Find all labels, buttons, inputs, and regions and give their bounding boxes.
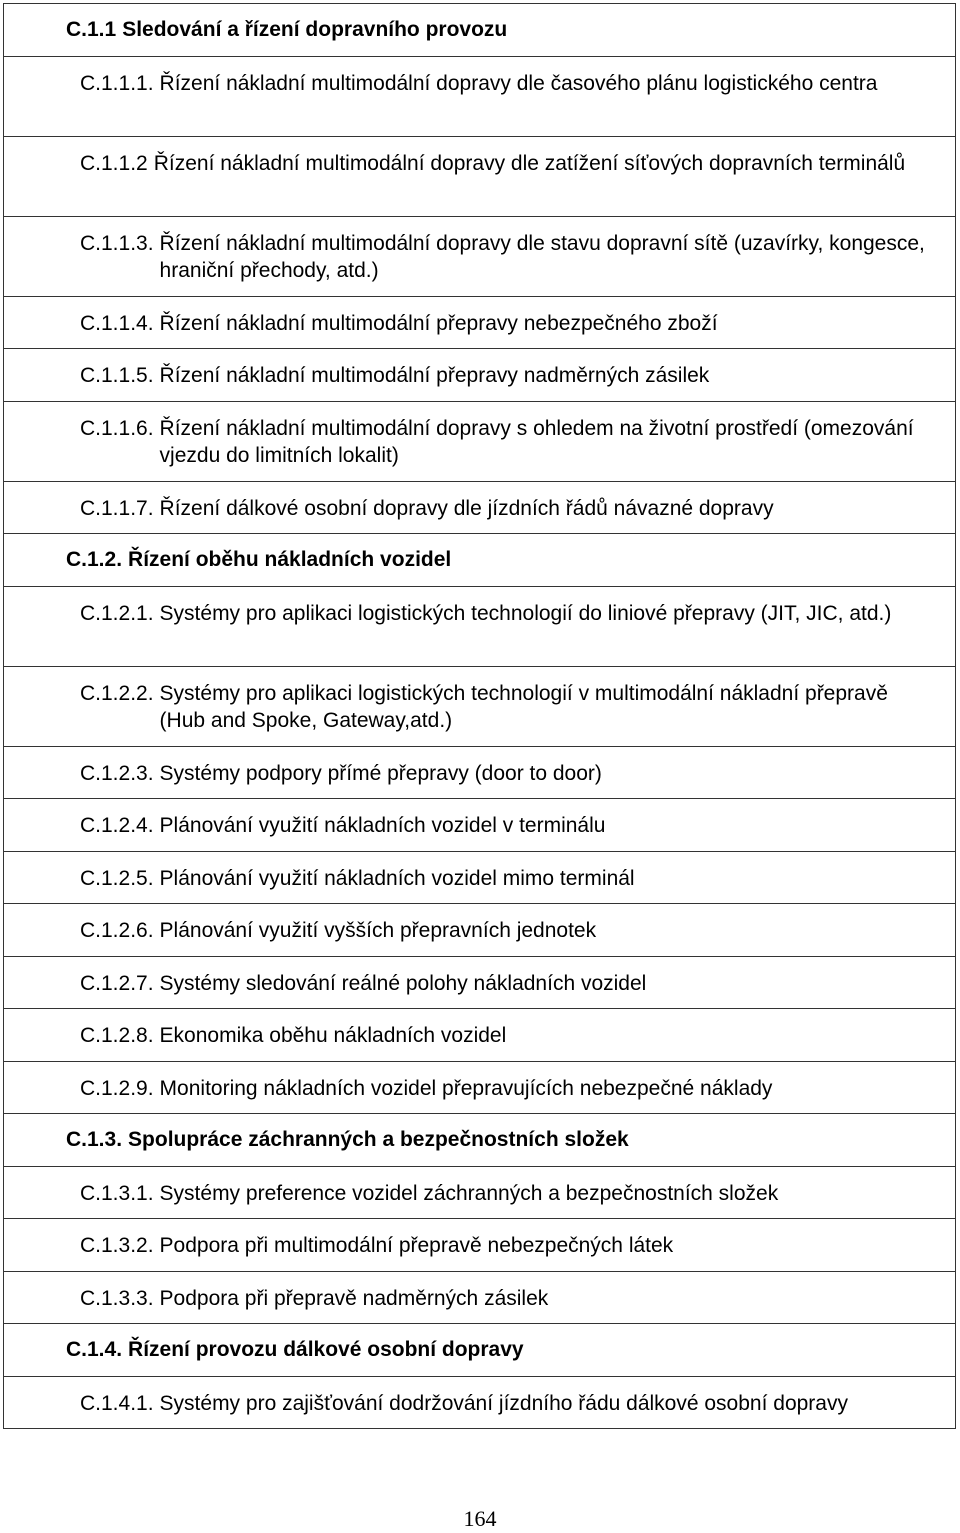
subsection-row bbox=[4, 852, 955, 905]
section-title: Plánování využití nákladních vozidel mimo terminál bbox=[159, 866, 635, 890]
section-code: C.1.3.2. bbox=[80, 1234, 154, 1257]
section-title: Systémy pro zajišťování dodržování jízdního řádu dálkové osobní dopravy bbox=[159, 1391, 848, 1415]
section-code: C.1.2.2. bbox=[80, 681, 154, 705]
section-title: Plánování využití vyšších přepravních jednotek bbox=[159, 919, 597, 942]
subsection-row bbox=[4, 1009, 955, 1062]
section-code: C.1.3.3. bbox=[80, 1286, 154, 1310]
subsection-row bbox=[4, 1272, 955, 1325]
section-title: Spolupráce záchranných a bezpečnostních složek bbox=[128, 1128, 629, 1151]
section-title: Monitoring nákladních vozidel přepravujících nebezpečné náklady bbox=[159, 1076, 773, 1100]
section-code: C.1.1.3. bbox=[80, 231, 154, 255]
section-code: C.1.2.4. bbox=[80, 814, 154, 837]
section-title: Plánování využití nákladních vozidel v terminálu bbox=[159, 814, 606, 837]
section-title: Sledování a řízení dopravního provozu bbox=[122, 18, 508, 41]
section-title: Systémy podpory přímé přepravy (door to door) bbox=[159, 761, 602, 785]
section-title: Ekonomika oběhu nákladních vozidel bbox=[159, 1024, 507, 1047]
section-title: Řízení provozu dálkové osobní dopravy bbox=[128, 1338, 524, 1361]
section-title: Řízení nákladní multimodální dopravy dle stavu dopravní sítě (uzavírky, kongesce, hraniční přechody, atd.) bbox=[159, 231, 925, 282]
section-heading-row bbox=[4, 4, 955, 57]
section-title: Řízení nákladní multimodální dopravy s ohledem na životní prostředí (omezování vjezdu do limitních lokalit) bbox=[159, 416, 914, 467]
subsection-row bbox=[4, 297, 955, 350]
section-code: C.1.1.2 bbox=[80, 151, 148, 175]
section-code: C.1.1.1. bbox=[80, 71, 154, 95]
section-code: C.1.4. bbox=[66, 1338, 123, 1361]
subsection-row bbox=[4, 1219, 955, 1272]
subsection-row bbox=[4, 482, 955, 535]
section-code: C.1.2. bbox=[66, 548, 123, 571]
page-number: 164 bbox=[463, 1506, 497, 1531]
subsection-row bbox=[4, 799, 955, 852]
subsection-row bbox=[4, 587, 955, 667]
section-title: Řízení nákladní multimodální přepravy nebezpečného zboží bbox=[159, 311, 718, 335]
subsection-row bbox=[4, 349, 955, 402]
section-title: Podpora při přepravě nadměrných zásilek bbox=[159, 1286, 549, 1310]
toc-table bbox=[3, 3, 956, 1429]
section-code: C.1.2.6. bbox=[80, 919, 154, 942]
subsection-row bbox=[4, 1062, 955, 1115]
section-title: Systémy sledování reálné polohy nákladních vozidel bbox=[159, 971, 647, 995]
section-title: Podpora při multimodální přepravě nebezpečných látek bbox=[159, 1234, 674, 1257]
section-code: C.1.2.1. bbox=[80, 601, 154, 625]
section-heading-row bbox=[4, 1324, 955, 1377]
section-code: C.1.1.7. bbox=[80, 496, 154, 520]
subsection-row bbox=[4, 217, 955, 297]
section-code: C.1.2.8. bbox=[80, 1024, 154, 1047]
section-code: C.1.3.1. bbox=[80, 1181, 154, 1205]
section-title: Systémy pro aplikaci logistických technologií do liniové přepravy (JIT, JIC, atd.) bbox=[159, 601, 892, 625]
section-code: C.1.1 bbox=[66, 18, 117, 41]
subsection-row bbox=[4, 137, 955, 217]
section-code: C.1.3. bbox=[66, 1128, 123, 1151]
subsection-row bbox=[4, 57, 955, 137]
section-heading-row bbox=[4, 534, 955, 587]
subsection-row bbox=[4, 904, 955, 957]
section-code: C.1.1.6. bbox=[80, 416, 154, 440]
section-title: Řízení oběhu nákladních vozidel bbox=[128, 548, 452, 571]
section-code: C.1.2.3. bbox=[80, 761, 154, 785]
section-code: C.1.2.9. bbox=[80, 1076, 154, 1100]
subsection-row bbox=[4, 667, 955, 747]
subsection-row bbox=[4, 1167, 955, 1220]
section-code: C.1.1.4. bbox=[80, 311, 154, 335]
section-code: C.1.4.1. bbox=[80, 1391, 154, 1415]
section-title: Řízení nákladní multimodální dopravy dle zatížení síťových dopravních terminálů bbox=[153, 151, 906, 175]
section-code: C.1.1.5. bbox=[80, 364, 154, 387]
subsection-row bbox=[4, 747, 955, 800]
section-title: Řízení nákladní multimodální přepravy nadměrných zásilek bbox=[159, 364, 710, 387]
section-title: Systémy preference vozidel záchranných a bezpečnostních složek bbox=[159, 1181, 779, 1205]
section-code: C.1.2.7. bbox=[80, 971, 154, 995]
section-title: Řízení dálkové osobní dopravy dle jízdních řádů návazné dopravy bbox=[159, 496, 774, 520]
section-title: Systémy pro aplikaci logistických technologií v multimodální nákladní přepravě (Hub and Spoke, Gateway,atd.) bbox=[159, 681, 888, 732]
section-code: C.1.2.5. bbox=[80, 866, 154, 890]
subsection-row bbox=[4, 1377, 955, 1430]
section-title: Řízení nákladní multimodální dopravy dle časového plánu logistického centra bbox=[159, 71, 878, 95]
subsection-row bbox=[4, 957, 955, 1010]
subsection-row bbox=[4, 402, 955, 482]
section-heading-row bbox=[4, 1114, 955, 1167]
